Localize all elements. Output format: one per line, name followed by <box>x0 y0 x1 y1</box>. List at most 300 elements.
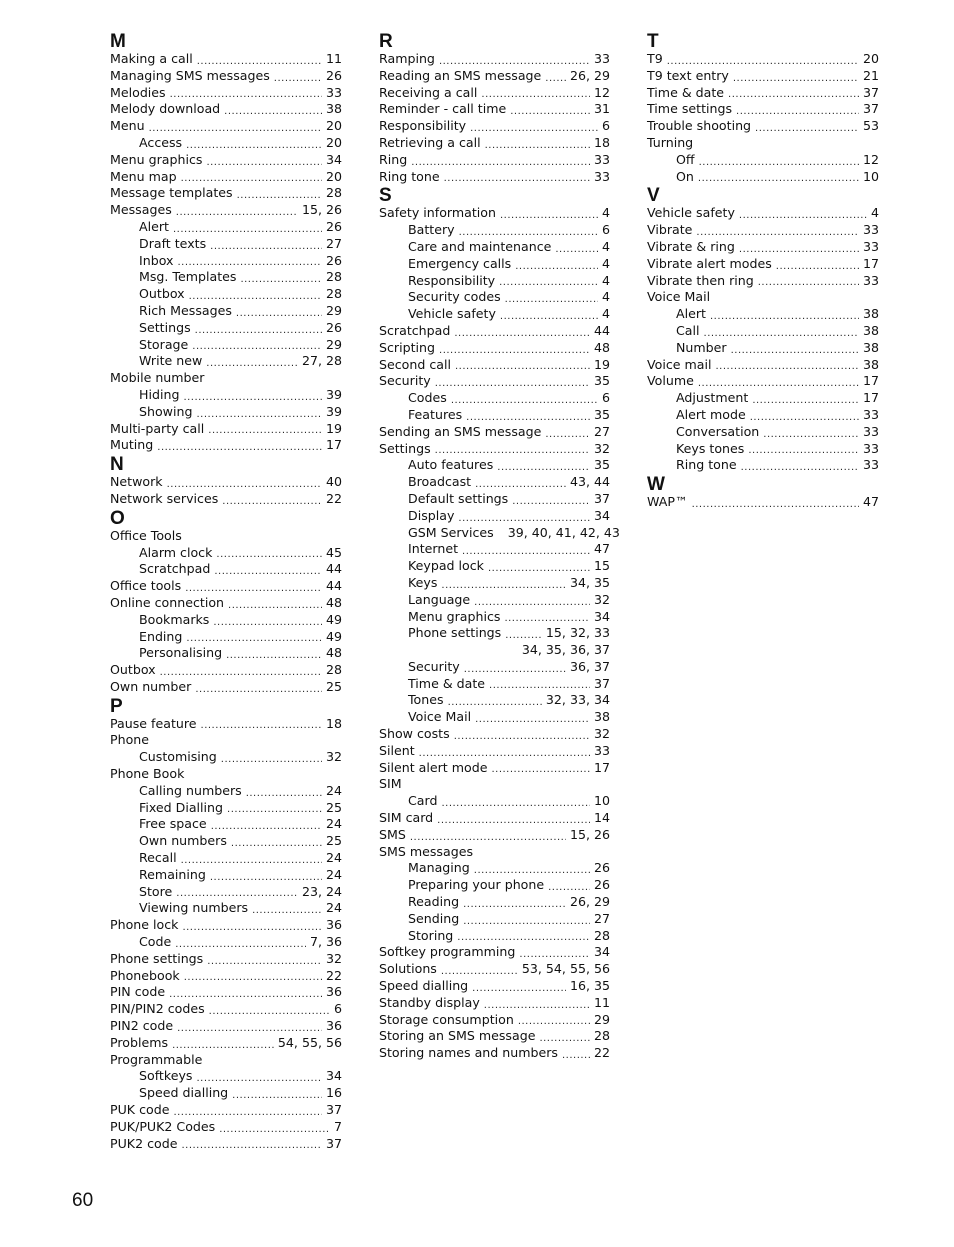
dot-leader <box>545 428 590 441</box>
dot-leader <box>173 223 322 236</box>
entry-pages: 33 <box>593 168 610 184</box>
entry-pages: 33 <box>862 406 879 422</box>
entry-label: Internet <box>408 541 459 557</box>
dot-leader <box>741 461 859 474</box>
entry-pages: 6 <box>333 1001 342 1017</box>
entry-label: Online connection <box>110 594 225 610</box>
entry-label: Reminder - call time <box>379 101 507 117</box>
index-subentry <box>110 303 342 320</box>
entry-label: Safety information <box>379 205 496 221</box>
entry-label: Messages <box>110 202 172 218</box>
entry-pages: 33 <box>862 272 879 288</box>
dot-leader <box>750 411 859 424</box>
dot-leader <box>488 562 590 575</box>
entry-pages: 6 <box>601 390 610 406</box>
entry-pages: 25 <box>325 799 342 815</box>
index-subentry <box>110 236 342 253</box>
entry-label: Phonebook <box>110 967 180 983</box>
index-subentry <box>379 306 610 323</box>
entry-pages: 22 <box>593 1045 610 1061</box>
index-entry <box>379 205 610 222</box>
dot-leader <box>228 599 322 612</box>
entry-pages: 16 <box>325 1085 342 1101</box>
entry-label: Menu graphics <box>408 608 501 624</box>
entry-label: Alert <box>139 218 169 234</box>
entry-label: Store <box>139 883 173 899</box>
dot-leader <box>474 596 590 609</box>
entry-pages: 48 <box>325 645 342 661</box>
dot-leader <box>236 307 322 320</box>
index-entry <box>110 370 342 387</box>
entry-label: Keys <box>408 574 438 590</box>
index-entry <box>379 961 610 978</box>
dot-leader <box>448 696 542 709</box>
entry-pages: 25 <box>325 678 342 694</box>
dot-leader <box>491 763 590 776</box>
dot-leader <box>419 747 590 760</box>
index-entry <box>379 776 610 793</box>
index-entry <box>110 984 342 1001</box>
index-subentry <box>110 337 342 354</box>
entry-label: Number <box>676 339 727 355</box>
index-subentry <box>379 692 610 709</box>
index-subentry <box>647 340 879 357</box>
entry-label: T9 <box>647 51 663 66</box>
entry-pages: 44 <box>325 561 342 577</box>
index-entry <box>647 85 879 102</box>
entry-pages: 4 <box>601 238 610 254</box>
index-subentry <box>110 783 342 800</box>
dot-leader <box>736 105 859 118</box>
entry-label: Making a call <box>110 51 193 66</box>
dot-leader <box>463 915 590 928</box>
entry-pages: 48 <box>325 594 342 610</box>
dot-leader <box>464 663 566 676</box>
entry-label: Storing an SMS message <box>379 1028 536 1044</box>
dot-leader <box>458 512 590 525</box>
dot-leader <box>170 88 322 101</box>
entry-label: Alert <box>676 306 706 322</box>
entry-pages: 32 <box>325 950 342 966</box>
index-entry <box>647 239 879 256</box>
dot-leader <box>167 478 322 491</box>
entry-label: Vehicle safety <box>408 306 496 322</box>
dot-leader <box>208 424 322 437</box>
entry-label: Vibrate alert modes <box>647 255 772 271</box>
entry-label: Calling numbers <box>139 782 242 798</box>
entry-pages: 39 <box>325 403 342 419</box>
dot-leader <box>240 273 322 286</box>
dot-leader <box>562 1049 590 1062</box>
index-entry <box>110 169 342 186</box>
dot-leader <box>221 753 322 766</box>
section-letter: N <box>110 454 124 476</box>
dot-leader <box>274 72 322 85</box>
dot-leader <box>192 340 322 353</box>
dot-leader <box>149 122 322 135</box>
entry-label: Msg. Templates <box>139 269 237 285</box>
entry-pages: 6 <box>601 118 610 134</box>
index-subentry <box>379 860 610 877</box>
dot-leader <box>226 649 322 662</box>
entry-label: Show costs <box>379 726 450 742</box>
index-entry <box>647 373 879 390</box>
dot-leader <box>454 327 590 340</box>
dot-leader <box>206 156 322 169</box>
index-entry <box>379 1028 610 1045</box>
index-entry <box>379 135 610 152</box>
dot-leader <box>227 803 322 816</box>
section-letter: V <box>647 185 660 207</box>
entry-pages: 12 <box>593 84 610 100</box>
entry-label: Problems <box>110 1034 169 1050</box>
entry-pages: 34 <box>593 608 610 624</box>
dot-leader <box>475 713 590 726</box>
entry-pages: 49 <box>325 628 342 644</box>
entry-label: Fixed Dialling <box>139 799 224 815</box>
index-subentry <box>379 575 610 592</box>
entry-pages: 19 <box>325 420 342 436</box>
dot-leader <box>475 478 566 491</box>
entry-label: PUK2 code <box>110 1135 178 1151</box>
entry-label: Settings <box>379 440 431 456</box>
entry-label: PIN2 code <box>110 1018 174 1034</box>
index-entry <box>379 68 610 85</box>
dot-leader <box>500 310 598 323</box>
index-subentry <box>379 609 610 626</box>
entry-pages: 28 <box>593 1028 610 1044</box>
entry-pages: 34, 35 <box>569 574 610 590</box>
index-column-2 <box>379 31 620 1062</box>
entry-label: Network services <box>110 490 219 506</box>
entry-label: Customising <box>139 749 217 765</box>
dot-leader <box>457 931 590 944</box>
entry-pages: 33 <box>325 84 342 100</box>
index-subentry <box>110 833 342 850</box>
entry-label: Security <box>379 373 431 389</box>
entry-label: Adjustment <box>676 390 749 406</box>
entry-label: Tones <box>408 692 444 708</box>
dot-leader <box>197 55 322 68</box>
dot-leader <box>500 209 598 222</box>
dot-leader <box>489 679 590 692</box>
entry-pages: 10 <box>593 793 610 809</box>
index-entry <box>110 118 342 135</box>
dot-leader <box>470 122 598 135</box>
index-subentry <box>110 800 342 817</box>
entry-label: Phone lock <box>110 917 179 933</box>
dot-leader <box>454 730 590 743</box>
dot-leader <box>160 666 322 679</box>
dot-leader <box>196 1072 322 1085</box>
dot-leader <box>696 226 859 239</box>
entry-pages: 27, 28 <box>301 353 342 369</box>
entry-pages: 28 <box>325 185 342 201</box>
dot-leader <box>704 327 859 340</box>
entry-pages: 24 <box>325 782 342 798</box>
dot-leader <box>515 260 598 273</box>
entry-pages: 17 <box>862 390 879 406</box>
entry-label: Card <box>408 793 438 809</box>
entry-pages: 21 <box>862 67 879 83</box>
dot-leader <box>474 864 590 877</box>
dot-leader <box>411 156 590 169</box>
entry-pages: 35 <box>593 373 610 389</box>
entry-label: Preparing your phone <box>408 877 545 893</box>
entry-label: Voice mail <box>647 356 712 372</box>
index-subentry <box>110 884 342 901</box>
entry-label: Managing SMS messages <box>110 67 270 83</box>
entry-label: Managing <box>408 860 470 876</box>
entry-pages: 28 <box>325 286 342 302</box>
entry-pages: 48 <box>593 339 610 355</box>
index-entry <box>110 101 342 118</box>
entry-label: Office tools <box>110 578 182 594</box>
entry-label: Storing <box>408 927 454 943</box>
entry-label: Vibrate <box>647 222 693 238</box>
index-continuation <box>379 642 610 659</box>
index-entry <box>110 202 342 219</box>
entry-label: Phone <box>110 732 150 748</box>
entry-label: Speed dialling <box>139 1085 229 1101</box>
index-subentry <box>647 306 879 323</box>
entry-label: Time & date <box>408 675 486 691</box>
dot-leader <box>196 408 322 421</box>
entry-label: Own numbers <box>139 833 227 849</box>
dot-leader <box>201 719 322 732</box>
index-subentry <box>110 629 342 646</box>
index-subentry <box>110 900 342 917</box>
dot-leader <box>181 172 322 185</box>
entry-pages: 31 <box>593 101 610 117</box>
dot-leader <box>667 55 859 68</box>
dot-leader <box>210 871 322 884</box>
dot-leader <box>232 1089 322 1102</box>
entry-pages: 15, 32, 33 <box>545 625 610 641</box>
index-entry <box>379 978 610 995</box>
entry-pages: 26 <box>325 319 342 335</box>
index-entry <box>379 726 610 743</box>
entry-pages: 26, 29 <box>569 67 610 83</box>
index-entry <box>379 844 610 861</box>
entry-pages: 11 <box>593 994 610 1010</box>
index-subentry <box>379 474 610 491</box>
index-subentry <box>110 545 342 562</box>
index-entry <box>647 205 879 222</box>
entry-pages: 39, 40, 41, 42, 43 <box>507 524 620 540</box>
entry-pages: 26 <box>593 860 610 876</box>
entry-label: Retrieving a call <box>379 134 481 150</box>
entry-label: Remaining <box>139 866 206 882</box>
entry-pages: 27 <box>593 910 610 926</box>
entry-pages: 45 <box>325 544 342 560</box>
entry-pages: 44 <box>325 578 342 594</box>
entry-pages: 15, 26 <box>301 202 342 218</box>
entry-pages: 29 <box>325 336 342 352</box>
entry-pages: 20 <box>862 51 879 66</box>
entry-pages: 24 <box>325 816 342 832</box>
dot-leader <box>555 243 598 256</box>
dot-leader <box>499 276 598 289</box>
index-subentry <box>379 289 610 306</box>
entry-pages: 35 <box>593 457 610 473</box>
entry-label: Solutions <box>379 961 437 977</box>
entry-pages: 37 <box>862 101 879 117</box>
entry-label: Scratchpad <box>139 561 211 577</box>
entry-label: Recall <box>139 850 177 866</box>
dot-leader <box>748 444 859 457</box>
entry-pages: 29 <box>325 302 342 318</box>
entry-pages: 4 <box>601 255 610 271</box>
entry-label: Care and maintenance <box>408 238 552 254</box>
entry-label: Own number <box>110 678 192 694</box>
dot-leader <box>181 1139 322 1152</box>
entry-label: T9 text entry <box>647 67 729 83</box>
index-entry <box>110 1018 342 1035</box>
entry-pages: 37 <box>325 1135 342 1151</box>
index-entry <box>379 441 610 458</box>
index-entry <box>647 494 879 511</box>
entry-label: Personalising <box>139 645 223 661</box>
page-number: 60 <box>72 1190 94 1211</box>
entry-pages: 33 <box>862 423 879 439</box>
entry-pages: 38 <box>593 709 610 725</box>
index-entry <box>110 578 342 595</box>
entry-label: SMS <box>379 826 406 842</box>
index-entry <box>110 679 342 696</box>
dot-leader <box>184 971 322 984</box>
index-subentry <box>110 387 342 404</box>
dot-leader <box>462 545 590 558</box>
dot-leader <box>231 837 322 850</box>
entry-pages: 25 <box>325 833 342 849</box>
index-subentry <box>110 850 342 867</box>
entry-pages: 39 <box>325 386 342 402</box>
entry-pages: 15 <box>593 558 610 574</box>
entry-pages: 22 <box>325 967 342 983</box>
index-entry <box>647 68 879 85</box>
entry-pages: 20 <box>325 168 342 184</box>
index-column-3 <box>647 32 879 511</box>
index-subentry <box>110 135 342 152</box>
index-entry <box>379 810 610 827</box>
entry-pages: 33 <box>862 222 879 238</box>
dot-leader <box>485 139 590 152</box>
entry-label: Standby display <box>379 994 480 1010</box>
entry-label: WAP™ <box>647 494 688 510</box>
entry-label: Broadcast <box>408 474 472 490</box>
entry-label: Codes <box>408 390 447 406</box>
section-letter: M <box>110 31 126 52</box>
entry-label: Muting <box>110 437 154 453</box>
entry-label: PIN/PIN2 codes <box>110 1001 205 1017</box>
entry-label: Outbox <box>110 662 156 678</box>
dot-leader <box>504 612 590 625</box>
entry-label: SIM <box>379 776 402 792</box>
entry-pages: 20 <box>325 134 342 150</box>
dot-leader <box>505 293 598 306</box>
entry-pages: 28 <box>325 662 342 678</box>
dot-leader <box>189 290 322 303</box>
entry-pages: 33 <box>862 440 879 456</box>
index-subentry <box>110 612 342 629</box>
entry-pages: 34 <box>593 507 610 523</box>
dot-leader <box>185 582 322 595</box>
entry-label: Security <box>408 658 460 674</box>
index-subentry <box>647 152 879 169</box>
entry-label: Battery <box>408 222 455 238</box>
index-entry <box>110 85 342 102</box>
dot-leader <box>472 982 566 995</box>
index-entry <box>379 118 610 135</box>
entry-label: Softkeys <box>139 1068 193 1084</box>
entry-label: Responsibility <box>408 272 496 288</box>
index-subentry <box>379 625 610 642</box>
index-subentry <box>379 222 610 239</box>
index-subentry <box>379 928 610 945</box>
entry-pages: 20 <box>325 118 342 134</box>
entry-pages: 28 <box>325 269 342 285</box>
index-entry <box>379 323 610 340</box>
entry-label: Phone Book <box>110 766 185 782</box>
entry-label: Conversation <box>676 423 760 439</box>
dot-leader <box>739 209 867 222</box>
entry-pages: 33 <box>862 457 879 473</box>
entry-pages: 53, 54, 55, 56 <box>521 961 610 977</box>
entry-pages: 16, 35 <box>569 978 610 994</box>
entry-label: Storing names and numbers <box>379 1045 558 1061</box>
entry-label: Reading <box>408 894 460 910</box>
entry-label: Sending <box>408 910 460 926</box>
entry-label: Multi-party call <box>110 420 205 436</box>
dot-leader <box>505 629 542 642</box>
index-entry <box>647 101 879 118</box>
entry-label: Keys tones <box>676 440 745 456</box>
index-entry <box>647 256 879 273</box>
dot-leader <box>728 88 859 101</box>
index-entry <box>110 1102 342 1119</box>
entry-label: PUK/PUK2 Codes <box>110 1118 216 1134</box>
dot-leader <box>545 72 566 85</box>
entry-label: Speed dialling <box>379 978 469 994</box>
dot-leader <box>437 814 590 827</box>
index-entry <box>379 101 610 118</box>
index-entry <box>379 357 610 374</box>
dot-leader <box>177 1022 322 1035</box>
entry-label: Call <box>676 322 700 338</box>
index-subentry <box>379 911 610 928</box>
dot-leader <box>466 411 590 424</box>
index-column-1 <box>110 32 342 1152</box>
index-subentry <box>379 541 610 558</box>
dot-leader <box>252 904 322 917</box>
entry-pages: 38 <box>325 101 342 117</box>
entry-pages: 38 <box>862 339 879 355</box>
entry-label: Vehicle safety <box>647 205 735 221</box>
dot-leader <box>518 1015 590 1028</box>
entry-pages: 38 <box>862 322 879 338</box>
dot-leader <box>539 1032 590 1045</box>
dot-leader <box>512 495 590 508</box>
dot-leader <box>459 226 598 239</box>
entry-pages: 18 <box>593 134 610 150</box>
entry-pages: 33 <box>593 51 610 66</box>
index-subentry <box>110 353 342 370</box>
entry-label: Draft texts <box>139 235 207 251</box>
index-subentry <box>110 269 342 286</box>
dot-leader <box>195 324 322 337</box>
index-subentry <box>379 558 610 575</box>
